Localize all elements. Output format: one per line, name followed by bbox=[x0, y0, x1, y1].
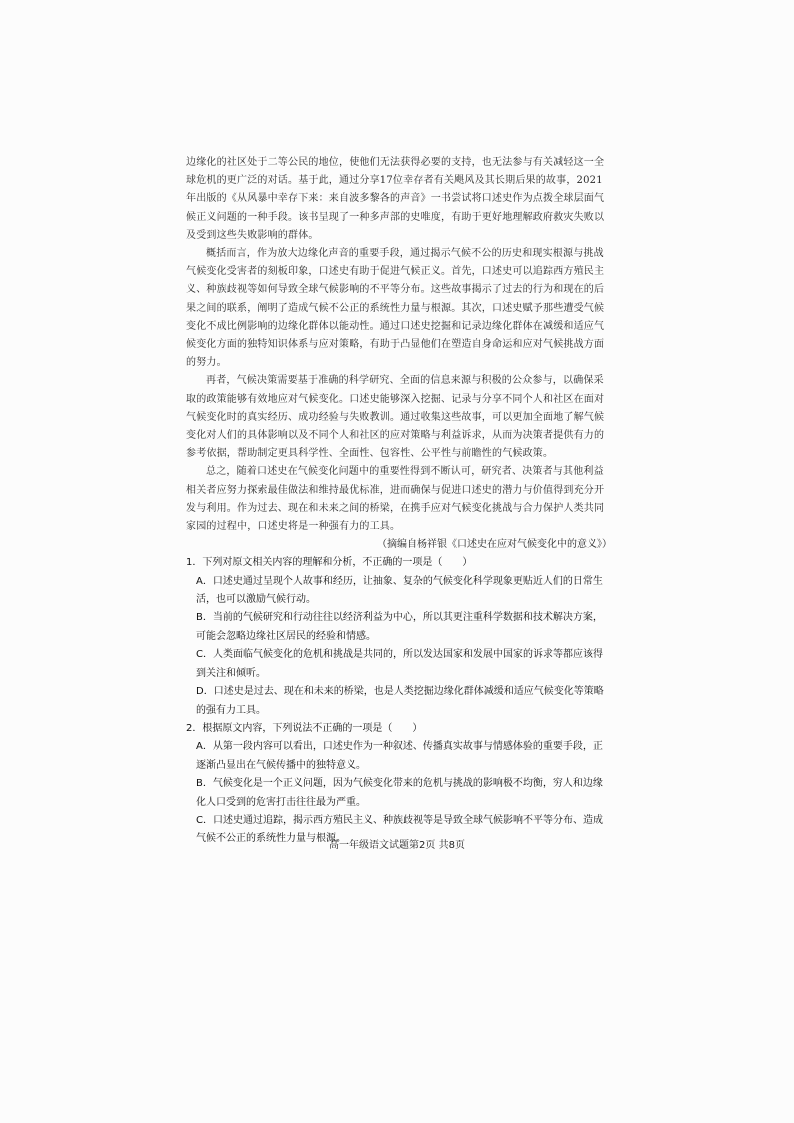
question-1-option-a: A．口述史通过呈现个人故事和经历，让抽象、复杂的气候变化科学现象更贴近人们的日常生活，也可以激励气候行动。 bbox=[196, 575, 603, 606]
question-1-stem: 1．下列对原文相关内容的理解和分析，不正确的一项是（ ） bbox=[186, 557, 473, 569]
question-2-stem: 2．根据原文内容，下列说法不正确的一项是（ ） bbox=[186, 722, 423, 734]
question-1-option-d: D．口述史是过去、现在和未来的桥梁，也是人类挖掘边缘化群体减缓和适应气候变化等策略的强有力工具。 bbox=[196, 686, 604, 716]
passage-paragraph-0: 边缘化的社区处于二等公民的地位，使他们无法获得必要的支持，也无法参与有关减轻这一全球危机的更广泛的对话。基于此，通过分享17位幸存者有关飓风及其长期后果的故事，2021年出版的《从风暴中幸存下来：来自波多黎各的声音》一书尝试将口述史作为点拨全球层面气候正义问题的一种手段。该书呈现了一种多声部的史唯度，有助于更好地理解政府救灾失败以及受到这些失败影响的群体。 bbox=[186, 157, 605, 241]
question-1-option-b: B．当前的气候研究和行动往往以经济利益为中心，所以其更注重科学数据和技术解决方案，可能会忽略边缘社区居民的经验和情感。 bbox=[196, 612, 603, 642]
question-1-option-c: C．人类面临气候变化的危机和挑战是共同的，所以发达国家和发展中国家的诉求等都应该得到关注和倾听。 bbox=[196, 649, 603, 679]
question-2-option-a: A．从第一段内容可以看出，口述史作为一种叙述、传播真实故事与情感体验的重要手段，正逐渐凸显出在气候传播中的独特意义。 bbox=[196, 741, 603, 771]
question-2-option-c: C．口述史通过追踪，揭示西方殖民主义、种族歧视等是导致全球气候影响不平等分布、造成气候不公正的系统性力量与根源。 bbox=[196, 814, 603, 845]
page-footer: 高一年级语文试题第2页 共8页 bbox=[329, 840, 465, 851]
question-2-option-b: B．气候变化是一个正义问题，因为气候变化带来的危机与挑战的影响极不均衡，穷人和边缘化人口受到的危害打击往往最为严重。 bbox=[196, 778, 603, 808]
passage-source: （摘编自杨祥银《口述史在应对气候变化中的意义》） bbox=[377, 539, 612, 551]
passage-paragraph-1: 概括而言，作为放大边缘化声音的重要手段，通过揭示气候不公的历史和现实根源与挑战气候变化受害者的刻板印象，口述史有助于促进气候正义。首先，口述史可以追踪西方殖民主义、种族歧视等如何导致全球气候影响的不平等分布。这些故事揭示了过去的行为和现在的后果之间的联系，阐明了造成气候不公正的系统性力量与根源。其次，口述史赋予那些遭受气候变化不成比例影响的边缘化群体以能动性。通过口述史挖掘和记录边缘化群体在减缓和适应气候变化方面的独特知识体系与应对策略，有助于凸显他们在塑造自身命运和应对气候挑战方面的努力。 bbox=[186, 248, 605, 369]
passage-paragraph-3: 总之，随着口述史在气候变化问题中的重要性得到不断认可，研究者、决策者与其他利益相关者应努力探索最佳做法和维持最优标准，进而确保与促进口述史的潜力与价值得到充分开发与利用。作为过去、现在和未来之间的桥梁，在携手应对气候变化挑战与合力保护人类共同家园的过程中，口述史将是一种强有力的工具。 bbox=[186, 466, 605, 533]
page-content bbox=[186, 154, 612, 849]
passage-paragraph-2: 再者，气候决策需要基于准确的科学研究、全面的信息来源与积极的公众参与，以确保采取的政策能够有效地应对气候变化。口述史能够深入挖掘、记录与分享不同个人和社区在面对气候变化时的真实经历、成功经验与失败教训。通过收集这些故事，可以更加全面地了解气候变化对人们的具体影响以及不同个人和社区的应对策略与利益诉求，从而为决策者提供有力的参考依据，帮助制定更具科学性、全面性、包容性、公平性与前瞻性的气候政策。 bbox=[186, 375, 605, 460]
